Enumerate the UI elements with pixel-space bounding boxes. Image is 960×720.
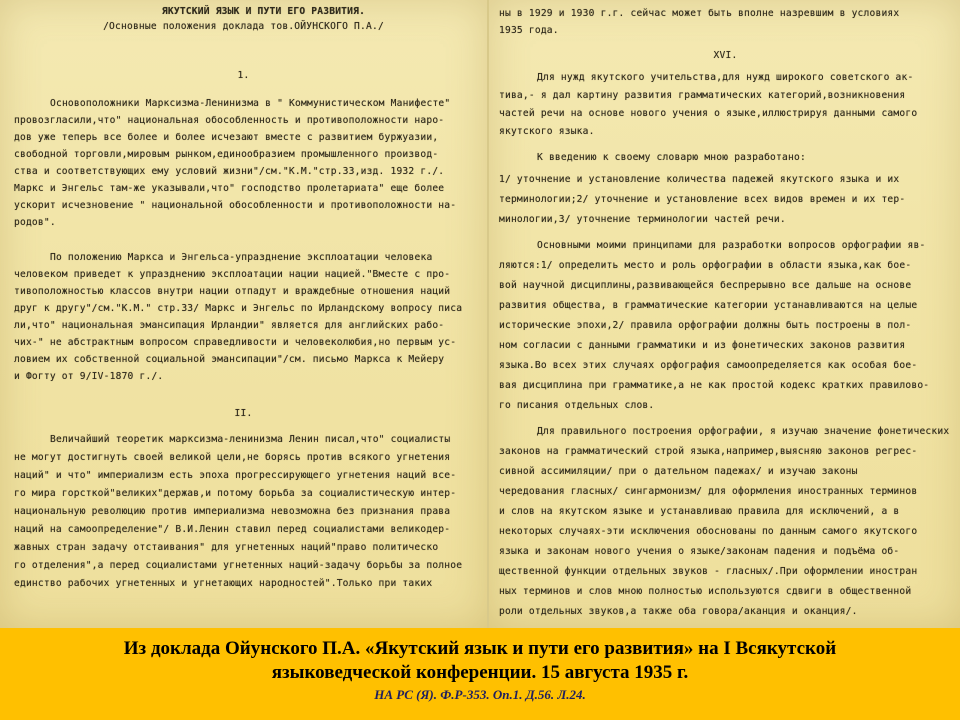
text-line: наций" и что" империализм есть эпоха прогрессирующего угнетения наций все- [14,470,457,481]
text-line: ны в 1929 и 1930 г.г. сейчас может быть вполне назревшим в условиях [499,8,900,19]
text-line: и Фогту от 9/IV-1870 г./. [14,371,164,382]
caption-banner [0,628,960,720]
text-line: свободной торговли,мировым рынком,единообразием промышленного производ- [14,149,439,160]
text-line: Основоположники Марксизма-Ленинизма в " Коммунистическом Манифесте" [50,98,451,109]
text-line: чих-" не абстрактным вопросом справедливости и человеколюбия,но первым ус- [14,337,457,348]
text-line: жавных стран задачу отстаивания" для угнетенных наций"право политическо [14,542,439,553]
text-line: законов на грамматический строй языка,например,выясняю законов регрес- [499,446,918,457]
text-line: ускорит исчезновение " национальной обособленности и противоположности на- [14,200,457,211]
text-line: чередования гласных/ сингармонизм/ для оформления иностранных терминов [499,486,918,497]
text-line: тива,- я дал картину развития грамматических категорий,возникновения [499,90,906,101]
text-line: Для правильного построения орфографии, я изучаю значение фонетических [537,426,950,437]
text-line: ли,что" национальная эмансипация Ирландии" является для английских рабо- [14,320,445,331]
text-line: родов". [14,217,56,228]
text-line: ляются:1/ определить место и роль орфографии в области языка,как бое- [499,260,912,271]
text-line: вая дисциплина при грамматике,а не как простой кодекс кратких правилово- [499,380,930,391]
text-line: не могут достигнуть своей великой цели,не борясь против всякого угнетения [14,452,451,463]
text-line: языка и законам нового учения о языке/законам падения и подъёма об- [499,546,900,557]
text-line: некоторых случаях-эти исключения обоснованы по данным самого якутского [499,526,918,537]
text-line: языка.Во всех этих случаях орфография самоопределяется как особая бое- [499,360,918,371]
text-line: единство рабочих угнетенных и угнетающих народностей".Только при таких [14,578,433,589]
section-number-2: II. [234,408,253,419]
text-line: наций на самоопределение"/ В.И.Ленин ставил перед социалистами великодер- [14,524,451,535]
caption-line-2: языковедческой конференции. 15 августа 1935 г. [271,662,689,683]
text-line: ловием их собственной социальной эмансипации"/см. письмо Маркса к Мейеру [14,354,445,365]
text-line: Для нужд якутского учительства,для нужд широкого советского ак- [537,72,914,83]
text-line: Маркс и Энгельс там-же указывали,что" господство пролетариата" еще более [14,183,445,194]
text-line: друг к другу"/см."К.М." стр.33/ Маркс и Энгельс по Ирландскому вопросу писа [14,303,463,314]
text-line: и слов на якутском языке и устанавливаю правила для исключений, а в [499,506,900,517]
caption-line-1: Из доклада Ойунского П.А. «Якутский язык и пути его развития» на I Всякутской [123,638,837,659]
text-line: якутского языка. [499,126,595,137]
text-line: го мира горсткой"великих"держав,и потому борьба за социалистическую интер- [14,488,457,499]
text-line: терминологии;2/ уточнение и установление всех видов времен и их тер- [499,194,906,205]
document-page-right [487,0,960,628]
text-line: 1935 года. [499,25,559,36]
document-page-left [0,0,487,628]
text-line: Величайший теоретик марксизма-ленинизма Ленин писал,что" социалисты [50,434,451,445]
section-number-1: 1. [237,70,250,81]
text-line: национальную революцию против империализма невозможна без признания права [14,506,451,517]
document-subtitle: /Основные положения доклада тов.ОЙУНСКОГО П.А./ [103,21,384,32]
text-line: ных терминов и слов мною полностью используются сдвиги в общественной [499,586,912,597]
text-line: развития общества, в грамматические категории устанавливаются на целые [499,300,918,311]
text-line: щественной функции отдельных звуков - гласных/.При оформлении иностран [499,566,918,577]
text-line: Основными моими принципами для разработки вопросов орфографии яв- [537,240,926,251]
archive-reference: НА РС (Я). Ф.Р-353. Оп.1. Д.56. Л.24. [374,687,586,702]
text-line: сивной ассимиляции/ при о дательном падежах/ и изучаю законы [499,466,858,477]
text-line: минологии,3/ уточнение терминологии частей речи. [499,214,786,225]
text-line: роли отдельных звуков,а также оба говора/аканция и оканция/. [499,606,858,617]
text-line: тивоположностью классов внутри нации отпадут и враждебные отношения наций [14,286,451,297]
document-title: ЯКУТСКИЙ ЯЗЫК И ПУТИ ЕГО РАЗВИТИЯ. [161,6,366,17]
text-line: частей речи на основе нового учения о языке,иллюстрируя данными самого [499,108,918,119]
text-line: го отделения",а перед социалистами угнетенных наций-задачу борьбы за полное [14,560,463,571]
text-line: 1/ уточнение и установление количества падежей якутского языка и их [499,174,900,185]
text-line: го писания отдельных слов. [499,400,655,411]
text-line: К введению к своему словарю мною разработано: [537,152,806,163]
text-line: По положению Маркса и Энгельса-упразднение эксплоатации человека [50,252,433,263]
text-line: вой научной дисциплины,развивающейся беспрерывно все дальше на основе [499,280,912,291]
text-line: дов уже теперь все более и более исчезают вместе с развитием буржуазии, [14,132,439,143]
text-line: ном согласии с данными грамматики и из фонетических законов развития [499,340,906,351]
text-line: ства и соответствующих ему условий жизни"/см."К.М."стр.33,изд. 1932 г./. [14,166,445,177]
text-line: исторические эпохи,2/ правила орфографии должны быть построены в пол- [499,320,912,331]
section-number-16: XVI. [713,50,738,61]
text-line: человеком приведет к упразднению эксплоатации нации нацией."Вместе с про- [14,269,451,280]
text-line: провозгласили,что" национальная обособленность и противоположности наро- [14,115,445,126]
